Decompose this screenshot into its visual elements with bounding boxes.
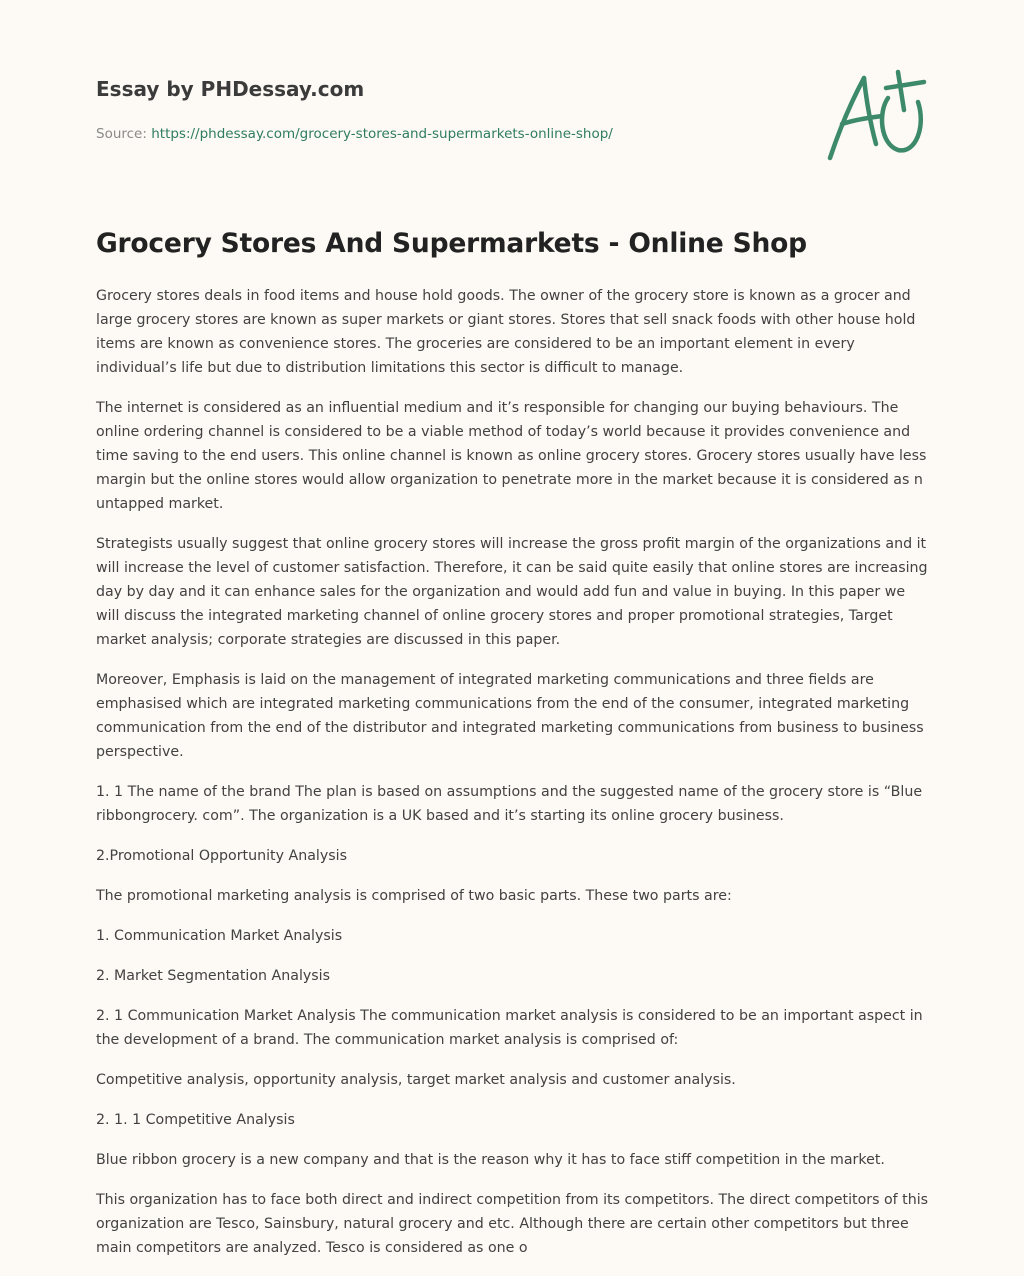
- essay-header: [96, 74, 736, 144]
- section-heading: 2.Promotional Opportunity Analysis: [96, 848, 347, 864]
- paragraph: This organization has to face both direct and indirect competition from its competitors. The direct competitors of this organization are Tesco, Sainsbury, natural grocery and etc. Although there are certain other competitors but three main competitors are analyzed. Tesco is considered as one o: [96, 1192, 929, 1256]
- essay-body: [96, 284, 932, 1276]
- list-item: 2. Market Segmentation Analysis: [96, 968, 331, 984]
- paragraph: The promotional marketing analysis is comprised of two basic parts. These two parts are:: [96, 888, 732, 904]
- paragraph: Grocery stores deals in food items and house hold goods. The owner of the grocery store is known as a grocer and large grocery stores are known as super markets or giant stores. Stores that sell snack foods with other house hold items are known as convenience stores. The groceries are considered to be an important element in every individual’s life but due to distribution limitations this sector is difficult to manage.: [96, 288, 916, 376]
- site-brand: Essay by PHDessay.com: [96, 77, 365, 101]
- paragraph: Blue ribbon grocery is a new company and that is the reason why it has to face stiff competition in the market.: [96, 1152, 885, 1168]
- a-plus-logo-icon: [820, 64, 932, 168]
- paragraph: 1. 1 The name of the brand The plan is based on assumptions and the suggested name of the grocery store is “Blue ribbongrocery. com”. The organization is a UK based and it’s starting its online grocery business.: [96, 784, 923, 824]
- source-line: [96, 124, 736, 144]
- paragraph: The internet is considered as an influential medium and it’s responsible for changing our buying behaviours. The online ordering channel is considered to be a viable method of today’s world because it provides convenience and time saving to the end users. This online channel is known as online grocery stores. Grocery stores usually have less margin but the online stores would allow organization to penetrate more in the market because it is considered as n untapped market.: [96, 400, 927, 512]
- source-label: Source:: [96, 126, 152, 142]
- paragraph: Strategists usually suggest that online grocery stores will increase the gross profit margin of the organizations and it will increase the level of customer satisfaction. Therefore, it can be said quite easily that online stores are increasing day by day and it can enhance sales for the organization and would add fun and value in buying. In this paper we will discuss the integrated marketing channel of online grocery stores and proper promotional strategies, Target market analysis; corporate strategies are discussed in this paper.: [96, 536, 928, 648]
- paragraph: 2. 1 Communication Market Analysis The communication market analysis is considered to be an important aspect in the development of a brand. The communication market analysis is comprised of:: [96, 1008, 923, 1048]
- paragraph: Moreover, Emphasis is laid on the management of integrated marketing communications and three fields are emphasised which are integrated marketing communications from the end of the consumer, integrated marketing communication from the end of the distributor and integrated marketing communications from business to business perspective.: [96, 672, 924, 760]
- essay-title: Grocery Stores And Supermarkets - Online Shop: [96, 228, 807, 259]
- section-heading: 2. 1. 1 Competitive Analysis: [96, 1112, 295, 1128]
- source-link[interactable]: https://phdessay.com/grocery-stores-and-supermarkets-online-shop/: [151, 126, 613, 142]
- paragraph: Competitive analysis, opportunity analysis, target market analysis and customer analysis.: [96, 1072, 736, 1088]
- list-item: 1. Communication Market Analysis: [96, 928, 343, 944]
